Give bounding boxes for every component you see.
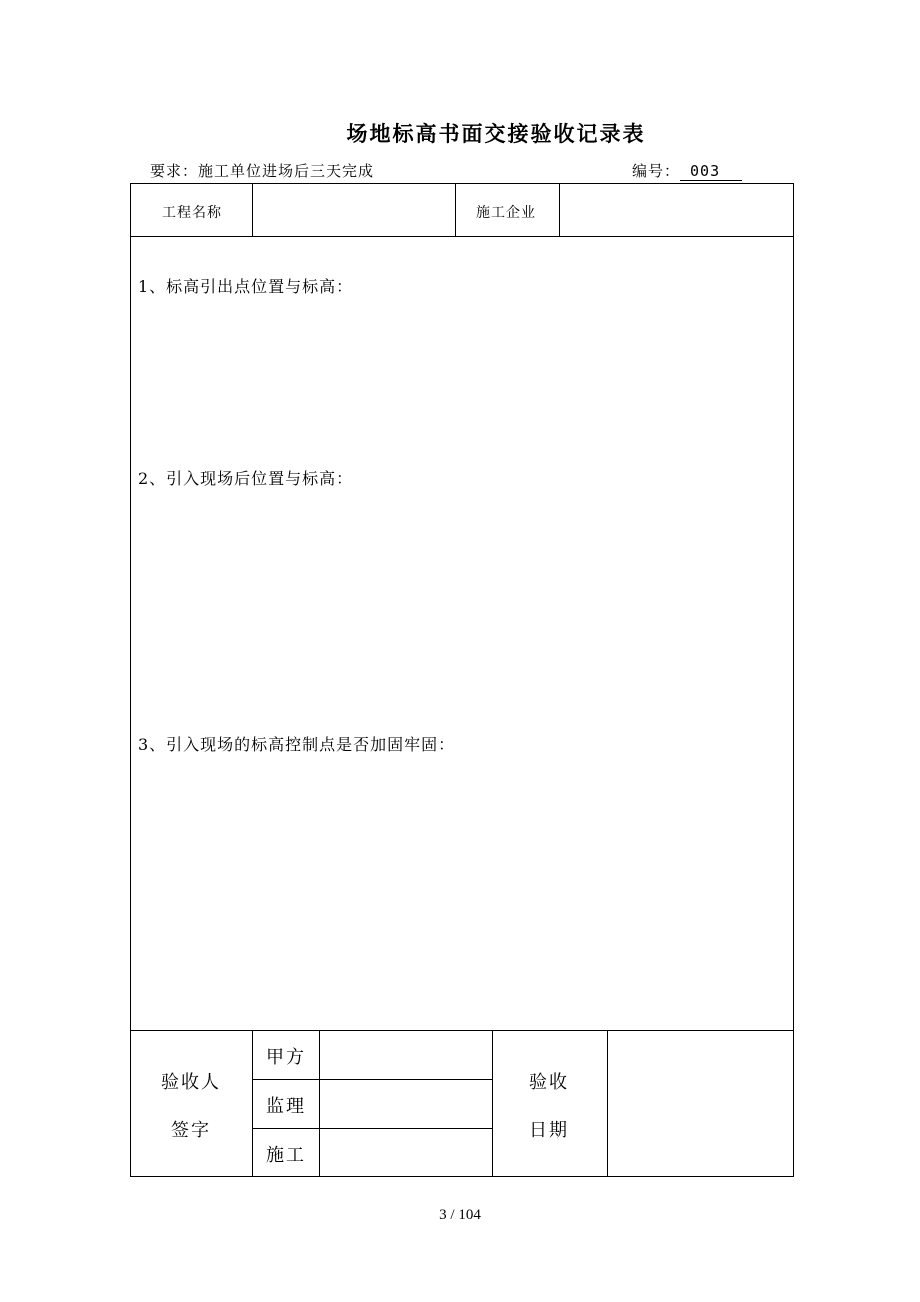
signature-divider-4 bbox=[607, 1030, 608, 1177]
contractor-value[interactable] bbox=[568, 202, 783, 220]
inspector-label-line1: 验收人 bbox=[161, 1072, 221, 1093]
party-supervisor-label: 监理 bbox=[266, 1096, 306, 1117]
inspector-label-line2: 签字 bbox=[171, 1120, 211, 1141]
page-number: 3 / 104 bbox=[439, 1207, 481, 1223]
date-field[interactable] bbox=[609, 1032, 792, 1175]
party-row-divider-1 bbox=[252, 1079, 492, 1080]
record-table bbox=[130, 183, 794, 1177]
header-divider-1 bbox=[252, 183, 253, 236]
signature-divider-1 bbox=[252, 1030, 253, 1177]
owner-signature-field[interactable] bbox=[321, 1032, 491, 1078]
contractor-signature-field[interactable] bbox=[321, 1130, 491, 1176]
question-3: 3、引入现场的标高控制点是否加固牢固： bbox=[138, 735, 456, 754]
party-contractor-label: 施工 bbox=[266, 1145, 306, 1166]
party-row-divider-2 bbox=[252, 1128, 492, 1129]
signature-section-top bbox=[130, 1030, 794, 1031]
date-label-line1: 验收 bbox=[529, 1072, 569, 1093]
supervisor-signature-field[interactable] bbox=[321, 1081, 491, 1127]
party-owner-label: 甲方 bbox=[266, 1047, 306, 1068]
project-name-value[interactable] bbox=[262, 202, 447, 220]
code-label: 编号： bbox=[632, 162, 681, 180]
header-row-divider bbox=[130, 236, 794, 237]
requirement-text: 要求：施工单位进场后三天完成 bbox=[150, 162, 375, 180]
code-value: 003 bbox=[680, 163, 742, 181]
document-title: 场地标高书面交接验收记录表 bbox=[346, 122, 646, 146]
question-2: 2、引入现场后位置与标高： bbox=[138, 469, 354, 488]
date-label-line2: 日期 bbox=[529, 1120, 569, 1141]
project-name-label: 工程名称 bbox=[162, 205, 222, 221]
header-divider-2 bbox=[455, 183, 456, 236]
header-divider-3 bbox=[559, 183, 560, 236]
contractor-label: 施工企业 bbox=[476, 205, 536, 221]
document-code bbox=[632, 160, 742, 181]
question-1: 1、标高引出点位置与标高： bbox=[138, 277, 354, 296]
signature-divider-2 bbox=[319, 1030, 320, 1177]
signature-divider-3 bbox=[492, 1030, 493, 1177]
